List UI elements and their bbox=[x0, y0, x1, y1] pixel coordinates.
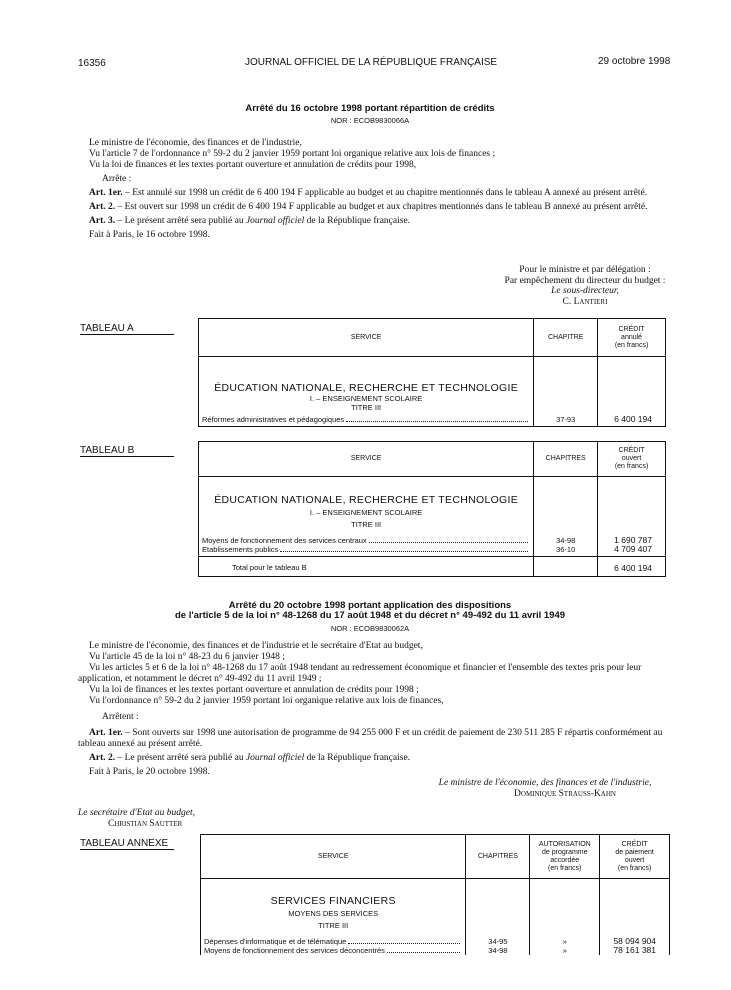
autorisation-cell: » » bbox=[530, 879, 600, 955]
page-number: 16356 bbox=[78, 58, 106, 69]
section-heading: ÉDUCATION NATIONALE, RECHERCHE ET TECHNOLOGIE I. – ENSEIGNEMENT SCOLAIRE TITRE III bbox=[214, 494, 519, 529]
arrete2-body bbox=[78, 641, 668, 778]
tableau-annexe bbox=[200, 834, 670, 955]
tableau-annexe-label: TABLEAU ANNEXE bbox=[80, 838, 174, 850]
section-heading: SERVICES FINANCIERS MOYENS DES SERVICES TITRE III bbox=[270, 894, 396, 930]
journal-title: JOURNAL OFFICIEL DE LA RÉPUBLIQUE FRANÇAISE bbox=[245, 57, 498, 68]
arrete2-title-2: de l'article 5 de la loi n° 48-1268 du 17 août 1948 et du décret n° 49-492 du 11 avril 1949 bbox=[174, 610, 566, 621]
credit-cell: 58 094 904 78 161 381 bbox=[600, 879, 670, 955]
table-row: Etablissements publics bbox=[202, 545, 530, 554]
article-1: Art. 1er. – Sont ouverts sur 1998 une autorisation de programme de 94 255 000 F et un crédit de paiement de 230 511 285 F répartis conformément au tableau annexé au présent arrêté. bbox=[78, 728, 663, 749]
table-row: Réformes administratives et pédagogiques bbox=[202, 415, 530, 424]
col-header-credit: CRÉDIT de paiement ouvert (en francs) bbox=[600, 835, 670, 879]
arrete-word: Arrêtent : bbox=[102, 712, 139, 722]
tableau-a-label: TABLEAU A bbox=[80, 323, 174, 335]
col-header-chapitres: CHAPITRES bbox=[466, 835, 530, 879]
intro-line: Le ministre de l'économie, des finances et de l'industrie, bbox=[89, 138, 302, 148]
intro-line: Vu l'ordonnance n° 59-2 du 2 janvier 1959 portant loi organique relative aux lois de finances, bbox=[89, 696, 444, 706]
article-2: Art. 2. – Le présent arrêté sera publié au Journal officiel de la République française. bbox=[89, 753, 411, 763]
article-label: Art. 1er. bbox=[89, 728, 123, 738]
tableau-a bbox=[198, 318, 666, 427]
intro-line: Vu l'article 7 de l'ordonnance n° 59-2 du 2 janvier 1959 portant loi organique relative aux lois de finances ; bbox=[89, 149, 496, 159]
section-heading: ÉDUCATION NATIONALE, RECHERCHE ET TECHNOLOGIE I. – ENSEIGNEMENT SCOLAIRE TITRE III bbox=[214, 382, 519, 412]
service-cell bbox=[199, 357, 534, 427]
arrete2-signature-left: Le secrétaire d'Etat au budget, Christian Sautter bbox=[78, 808, 195, 829]
header-date: 29 octobre 1998 bbox=[598, 56, 671, 67]
article-3: Art. 3. – Le présent arrêté sera publié au Journal officiel de la République française. bbox=[89, 216, 411, 226]
article-1: Art. 1er. – Est annulé sur 1998 un crédit de 6 400 194 F applicable au budget et au chapitre mentionnés dans le tableau A annexé au présent arrêté. bbox=[89, 188, 648, 198]
arrete2-signature-right: Le ministre de l'économie, des finances et de l'industrie, Dominique Strauss-Kahn bbox=[438, 778, 652, 799]
col-header-service: SERVICE bbox=[201, 835, 466, 879]
arrete1-title: Arrêté du 16 octobre 1998 portant répartition de crédits bbox=[245, 103, 495, 114]
article-label: Art. 3. bbox=[89, 216, 116, 226]
article-2: Art. 2. – Est ouvert sur 1998 un crédit de 6 400 194 F applicable au budget et aux chapitres mentionnés dans le tableau B annexé au présent arrêté. bbox=[89, 202, 648, 212]
col-header-autorisation: AUTORISATION de programme accordée (en francs) bbox=[530, 835, 600, 879]
chapitre-cell: 37-93 bbox=[534, 357, 598, 427]
arrete-word: Arrête : bbox=[102, 174, 132, 184]
credit-cell: 1 690 787 4 709 407 bbox=[598, 477, 666, 557]
service-cell bbox=[199, 477, 534, 557]
article-label: Art. 2. bbox=[89, 202, 116, 212]
table-row: Moyens de fonctionnement des services déconcentrés bbox=[204, 946, 462, 955]
intro-line: Le ministre de l'économie, des finances et de l'industrie et le secrétaire d'Etat au budget, bbox=[89, 641, 423, 651]
tableau-b-label: TABLEAU B bbox=[80, 445, 174, 457]
chapitre-cell: 34-98 36-10 bbox=[534, 477, 598, 557]
col-header-credit: CRÉDIT annulé (en francs) bbox=[598, 319, 666, 357]
intro-line: Vu les articles 5 et 6 de la loi n° 48-1268 du 17 août 1948 tendant au redressement économique et financier et l'ensemble des textes pris pour leur application, et notamment le décret n° 49-492 du 11 avril 1949 ; bbox=[78, 663, 642, 684]
intro-line: Vu la loi de finances et les textes portant ouverture et annulation de crédits pour 1998 ; bbox=[89, 685, 419, 695]
credit-cell: 6 400 194 bbox=[598, 357, 666, 427]
fait-a-paris: Fait à Paris, le 20 octobre 1998. bbox=[89, 767, 210, 777]
table-row: Dépenses d'informatique et de télématique bbox=[204, 937, 462, 946]
tableau-b bbox=[198, 441, 666, 577]
arrete1-nor: NOR : ECOB9830066A bbox=[330, 116, 410, 125]
arrete2-title-1: Arrêté du 20 octobre 1998 portant application des dispositions bbox=[228, 600, 512, 611]
service-cell bbox=[201, 879, 466, 955]
col-header-service: SERVICE bbox=[199, 442, 534, 477]
intro-line: Vu la loi de finances et les textes portant ouverture et annulation de crédits pour 1998, bbox=[89, 160, 417, 170]
article-label: Art. 1er. bbox=[89, 188, 123, 198]
arrete2-nor: NOR : ECOB9830062A bbox=[330, 624, 410, 633]
col-header-chapitres: CHAPITRES bbox=[534, 442, 598, 477]
chapitre-cell: 34-95 34-98 bbox=[466, 879, 530, 955]
intro-line: Vu l'article 45 de la loi n° 48-23 du 6 janvier 1948 ; bbox=[89, 652, 285, 662]
col-header-credit: CRÉDIT ouvert (en francs) bbox=[598, 442, 666, 477]
arrete1-signature: Pour le ministre et par délégation : Par empêchement du directeur du budget : Le sous-directeur, C. Lantieri bbox=[504, 265, 666, 307]
col-header-chapitre: CHAPITRE bbox=[534, 319, 598, 357]
arrete1-body bbox=[78, 138, 668, 241]
table-row: Moyens de fonctionnement des services centraux bbox=[202, 536, 530, 545]
fait-a-paris: Fait à Paris, le 16 octobre 1998. bbox=[89, 230, 210, 240]
col-header-service: SERVICE bbox=[199, 319, 534, 357]
total-cell: 6 400 194 bbox=[598, 557, 666, 577]
total-label-cell: Total pour le tableau B bbox=[199, 557, 534, 577]
article-label: Art. 2. bbox=[89, 753, 116, 763]
